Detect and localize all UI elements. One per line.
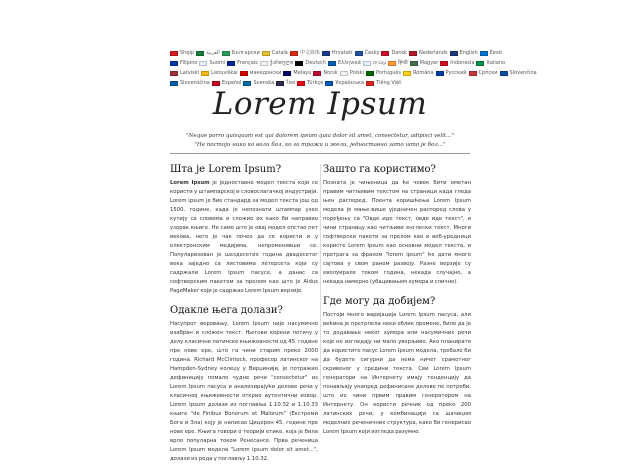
language-label: Latviski — [180, 70, 200, 76]
flag-icon — [500, 71, 508, 76]
language-link[interactable] — [328, 59, 361, 68]
flag-icon — [409, 51, 417, 56]
language-link[interactable] — [355, 49, 380, 58]
flag-icon — [201, 71, 209, 76]
language-label: 中文简体 — [299, 50, 320, 56]
language-link[interactable] — [290, 49, 320, 58]
flag-icon — [170, 61, 178, 66]
language-selector — [170, 49, 537, 89]
language-link[interactable] — [222, 49, 260, 58]
flag-icon — [199, 61, 207, 66]
language-label: Magyar — [419, 60, 439, 66]
language-link[interactable] — [440, 59, 474, 68]
header-divider — [170, 153, 470, 154]
left-column — [170, 164, 318, 473]
flag-icon — [480, 51, 488, 56]
column-divider — [320, 164, 321, 400]
flag-icon — [410, 61, 418, 66]
section-where-get — [323, 296, 471, 437]
language-label: Català — [271, 50, 288, 56]
flag-icon — [469, 71, 477, 76]
flag-icon — [476, 61, 484, 66]
language-link[interactable] — [227, 59, 258, 68]
language-label: Ελληνικά — [337, 60, 361, 66]
language-label: Türkçe — [307, 80, 324, 86]
language-label: Suomi — [209, 60, 226, 66]
flag-icon — [262, 51, 270, 56]
flag-icon — [196, 51, 204, 56]
site-title: Lorem Ipsum — [212, 86, 428, 122]
language-label: Slovenščina — [180, 80, 210, 86]
language-label: ქართული — [269, 60, 294, 66]
flag-icon — [440, 61, 448, 66]
language-label: Italiano — [486, 60, 506, 66]
section-where-get-text: Постоји много варијација Lorem Ipsum пасуса, али већина је претрпела неки облик промене, било да је то додавање неког хумора или насумичних речи које не изгледају ни мало уверљиво. Ако планирате да користите пасус Lorem Ipsum модела, требало би да будете сигурни да нема ничег срамотног скривеног у средини текста. Сви Lorem Ipsum генератори на Интернету имају тенденцију да понављају унапред дефинисане делове по потреби, што их чини првим правим генератором на Интернету. Он користи речник од преко 200 латинских речи, у комбинацији са шачицом моделних реченичних структура, како би генерисао Lorem Ipsum који изгледа разумно. — [323, 312, 471, 435]
flag-icon — [340, 71, 348, 76]
language-row — [170, 49, 502, 58]
flag-icon — [283, 71, 291, 76]
language-link[interactable] — [196, 49, 220, 58]
language-link[interactable] — [500, 69, 537, 78]
flag-icon — [388, 61, 396, 66]
language-link[interactable] — [322, 49, 353, 58]
language-label: Српски — [478, 70, 498, 76]
language-link[interactable] — [170, 69, 199, 78]
flag-icon — [381, 51, 389, 56]
language-link[interactable] — [201, 69, 238, 78]
flag-icon — [222, 51, 230, 56]
language-link[interactable] — [295, 59, 326, 68]
language-link[interactable] — [240, 69, 282, 78]
language-label: Tiếng Việt — [376, 80, 402, 86]
language-label: Español — [221, 80, 242, 86]
section-what-text — [170, 179, 318, 296]
flag-icon — [450, 51, 458, 56]
quote-translation: "Не постоји нико ко воли бол, ко га тражи и жели, једноставно зато што је бол..." — [194, 142, 446, 148]
language-link[interactable] — [410, 59, 439, 68]
section-what — [170, 164, 318, 296]
language-link[interactable] — [260, 59, 294, 68]
section-what-lead: Lorem Ipsum — [170, 180, 210, 186]
language-link[interactable] — [436, 69, 467, 78]
flag-icon — [403, 71, 411, 76]
language-link[interactable] — [403, 69, 433, 78]
flag-icon — [260, 61, 268, 66]
language-label: हिन्दी — [398, 60, 408, 66]
language-label: Pyccкий — [445, 70, 467, 76]
language-label: Slovenčina — [509, 70, 537, 76]
flag-icon — [328, 61, 336, 66]
language-link[interactable] — [388, 59, 407, 68]
language-label: Hrvatski — [331, 50, 353, 56]
flag-icon — [170, 51, 178, 56]
language-row — [170, 69, 537, 78]
language-link[interactable] — [262, 49, 288, 58]
language-link[interactable] — [313, 69, 337, 78]
language-link[interactable] — [480, 49, 502, 58]
flag-icon — [366, 71, 374, 76]
language-link[interactable] — [170, 49, 194, 58]
language-link[interactable] — [170, 59, 197, 68]
language-link[interactable] — [363, 59, 386, 68]
flag-icon — [290, 51, 298, 56]
language-link[interactable] — [199, 59, 225, 68]
section-where-from-text: Насупрот веровању, Lorem Ipsum није насумично изабран и сложен текст. Његови корени потичу у делу класичне латинске књижевности од 45. године пре нове ере, што га чини старим преко 2000 година. Richard McClintock, професор латинског на Hampden-Sydney колеџу у Вирџинији, је потражио дефиницију помало чудне речи "consectetur" из Lorem Ipsum пасуса и анализирајући делове речи у класичној књижевности открио аутентични извор. Lorem Ipsum долази из поглавља 1.10.32 и 1.10.33 књиге "de Finibus Bonorum et Malorum" (Екстреми Бога и Зла) коју је написао Цицерон 45. године пре нове ере. Књига говори о теорији етике, која је била врло популарна током Ренесансе. Прва реченица Lorem Ipsum модела "Lorem ipsum dolor sit amet...", долази из реда у поглављу 1.10.32. — [170, 321, 318, 462]
section-why — [323, 164, 471, 287]
language-label: العربية — [206, 50, 220, 56]
language-label: Indonesia — [450, 60, 475, 66]
section-what-body: је једноставно модел текста који се користи у штампарској и словослагачкој индустрији. Lorem ipsum је био стандард за модел текста још од 1500. године, када је непознати штампар узео кутију са словима и сложио их како би направио узорак књиге. Не само што је овај модел опстао пет векова, него је чак почео да се користи и у електронским медијима, непроменивши се. Популаризован је шездесетих година двадесетог века заједно са листовима летерсета који су садржали Lorem Ipsum пасусе, а данас са софтверским пакетом за прелом као што је Aldus PageMaker који је садржао Lorem Ipsum верзије. — [170, 180, 318, 294]
language-link[interactable] — [476, 59, 505, 68]
language-label: English — [459, 50, 478, 56]
section-what-title: Шта је Lorem Ipsum? — [170, 164, 282, 175]
section-where-from — [170, 305, 318, 464]
site-quote — [0, 132, 640, 150]
right-column — [323, 164, 471, 446]
language-label: Eesti — [489, 50, 502, 56]
flag-icon — [240, 71, 248, 76]
language-label: עברית — [372, 60, 387, 66]
language-label: Polski — [349, 70, 364, 76]
section-where-from-title: Одакле њега долази? — [170, 305, 283, 316]
language-label: Filipino — [180, 60, 198, 66]
language-label: македонски — [249, 70, 282, 76]
language-label: Lietuviškai — [211, 70, 238, 76]
language-label: Nederlands — [419, 50, 448, 56]
flag-icon — [170, 71, 178, 76]
language-link[interactable] — [283, 69, 311, 78]
flag-icon — [363, 61, 371, 66]
language-label: Български — [231, 50, 260, 56]
language-label: Français — [237, 60, 258, 66]
language-label: Shqip — [180, 50, 195, 56]
language-label: Português — [375, 70, 402, 76]
language-label: Dansk — [391, 50, 408, 56]
language-label: Melayu — [293, 70, 312, 76]
quote-latin: "Neque porro quisquam est qui dolorem ipsum quia dolor sit amet, consectetur, adipisci velit..." — [186, 133, 454, 139]
flag-icon — [313, 71, 321, 76]
language-link[interactable] — [409, 49, 448, 58]
language-label: Svenska — [253, 80, 275, 86]
language-label: Norsk — [323, 70, 338, 76]
language-link[interactable] — [450, 49, 478, 58]
language-link[interactable] — [366, 69, 401, 78]
flag-icon — [436, 71, 444, 76]
section-where-get-title: Где могу да добијем? — [323, 296, 436, 307]
language-label: Česky — [364, 50, 380, 56]
flag-icon — [322, 51, 330, 56]
language-row — [170, 59, 506, 68]
language-label: Româna — [413, 70, 434, 76]
language-label: Українська — [335, 80, 365, 86]
language-link[interactable] — [381, 49, 407, 58]
language-link[interactable] — [340, 69, 364, 78]
language-link[interactable] — [469, 69, 498, 78]
language-label: Deutsch — [305, 60, 326, 66]
flag-icon — [295, 61, 303, 66]
section-why-text: Позната је чињеница да ће човек бити ометан правим читљивим текстом на страници када гледа њен распоред. Поента коришћења Lorem Ipsum модела је мање-више уједначен распоред слова у поређењу са "Овде иде текст, овде иде текст", и чини страницу као читљиви енглески текст. Многи софтверски пакети за прелом као и веб-уредници користе Lorem Ipsum као основни модел текста, и претрага за фразом "lorem ipsum" ће дати много сајтова у свом раном развоју. Разне верзије су еволуирале током година, некада случајно, а некада намерно (убацивањем хумора и слично). — [323, 180, 471, 285]
flag-icon — [355, 51, 363, 56]
language-label: ไทย — [286, 80, 296, 86]
flag-icon — [227, 61, 235, 66]
section-why-title: Зашто га користимо? — [323, 164, 436, 175]
